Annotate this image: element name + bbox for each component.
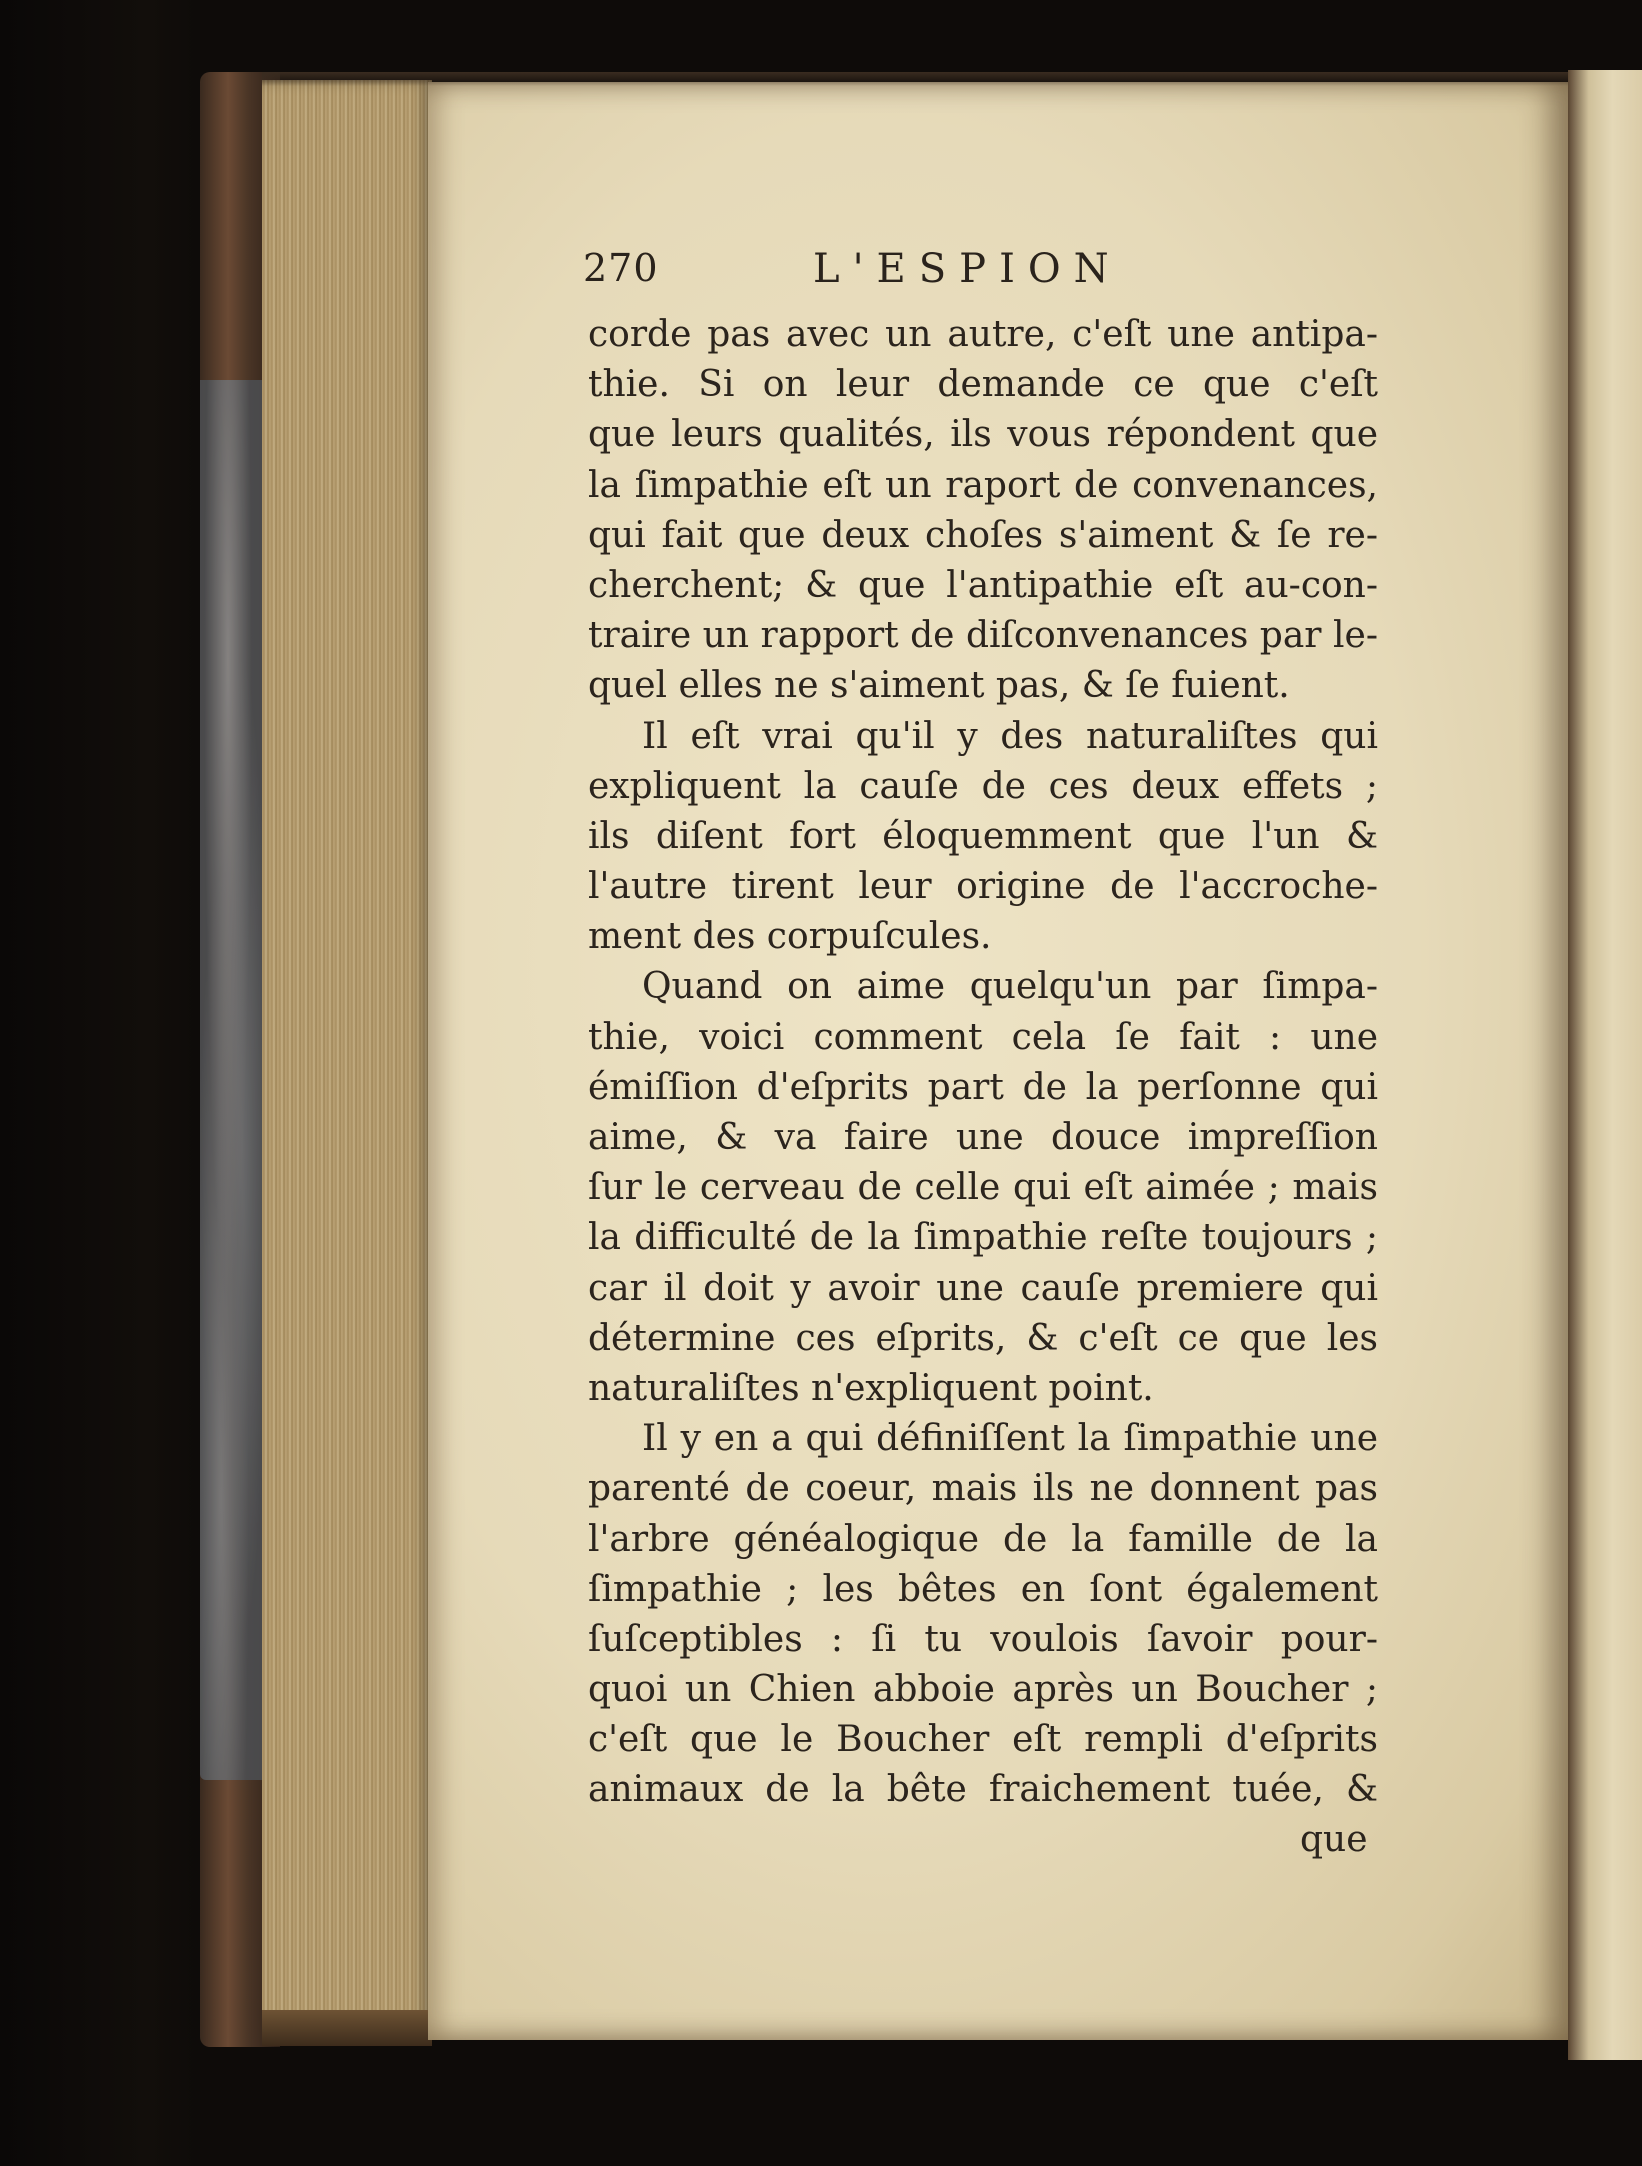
text-line: ment des corpuſcules. — [588, 916, 992, 958]
top-shadow — [262, 72, 1568, 86]
text-line: c'eſt que le Boucher eſt rempli d'eſprits — [588, 1719, 1378, 1761]
text-line: Il y en a qui définiſſent la ſimpathie une — [642, 1418, 1378, 1460]
text-line: la ſimpathie eſt un raport de convenances, — [588, 464, 1378, 506]
text-line: quel elles ne s'aiment pas, & ſe fuient. — [588, 665, 1290, 707]
text-line: Quand on aime quelqu'un par ſimpa- — [642, 966, 1378, 1008]
facing-page-edge — [1568, 70, 1642, 2060]
text-line: expliquent la cauſe de ces deux effets ; — [588, 765, 1378, 807]
page-block-edges — [262, 80, 432, 2040]
running-title: L'ESPION — [813, 246, 1122, 292]
text-line: que leurs qualités, ils vous répondent que — [588, 414, 1378, 456]
body-text — [588, 310, 1378, 1816]
text-line: corde pas avec un autre, c'eſt une antipa- — [588, 314, 1378, 355]
page-header — [583, 246, 1183, 306]
text-line: qui fait que deux choſes s'aiment & ſe re- — [588, 514, 1378, 556]
text-line: parenté de coeur, mais ils ne donnent pas — [588, 1468, 1378, 1510]
text-line: aime, & va faire une douce impreſſion — [588, 1117, 1378, 1158]
text-line: ſuſceptibles : ſi tu voulois ſavoir pour- — [588, 1618, 1378, 1660]
text-line: cherchent; & que l'antipathie eſt au-con- — [588, 564, 1378, 606]
text-line: thie, voici comment cela ſe fait : une — [588, 1016, 1378, 1058]
text-line: traire un rapport de diſconvenances par le- — [588, 615, 1378, 657]
catchword: que — [1300, 1819, 1368, 1860]
text-line: ſur le cerveau de celle qui eſt aimée ; mais — [588, 1167, 1378, 1209]
text-line: ils diſent fort éloquemment que l'un & — [588, 815, 1378, 857]
text-line: Il eſt vrai qu'il y des naturaliſtes qui — [642, 715, 1378, 757]
text-line: ſimpathie ; les bêtes en ſont également — [588, 1568, 1378, 1610]
text-line: l'autre tirent leur origine de l'accroche- — [588, 866, 1378, 908]
text-line: thie. Si on leur demande ce que c'eſt — [588, 364, 1378, 406]
text-line: émiſſion d'eſprits part de la perſonne qui — [588, 1066, 1378, 1108]
text-line: la difficulté de la ſimpathie reſte toujours ; — [588, 1217, 1378, 1259]
text-line: quoi un Chien abboie après un Boucher ; — [588, 1669, 1378, 1711]
text-line: car il doit y avoir une cauſe premiere qui — [588, 1267, 1378, 1309]
page-number: 270 — [583, 246, 659, 290]
text-line: animaux de la bête fraichement tuée, & — [588, 1769, 1378, 1811]
marbled-cover — [200, 380, 270, 1780]
text-line: l'arbre généalogique de la famille de la — [588, 1518, 1378, 1560]
text-line: détermine ces eſprits, & c'eſt ce que les — [588, 1317, 1378, 1359]
text-line: naturaliſtes n'expliquent point. — [588, 1367, 1154, 1409]
page-block-bottom — [262, 2010, 432, 2046]
